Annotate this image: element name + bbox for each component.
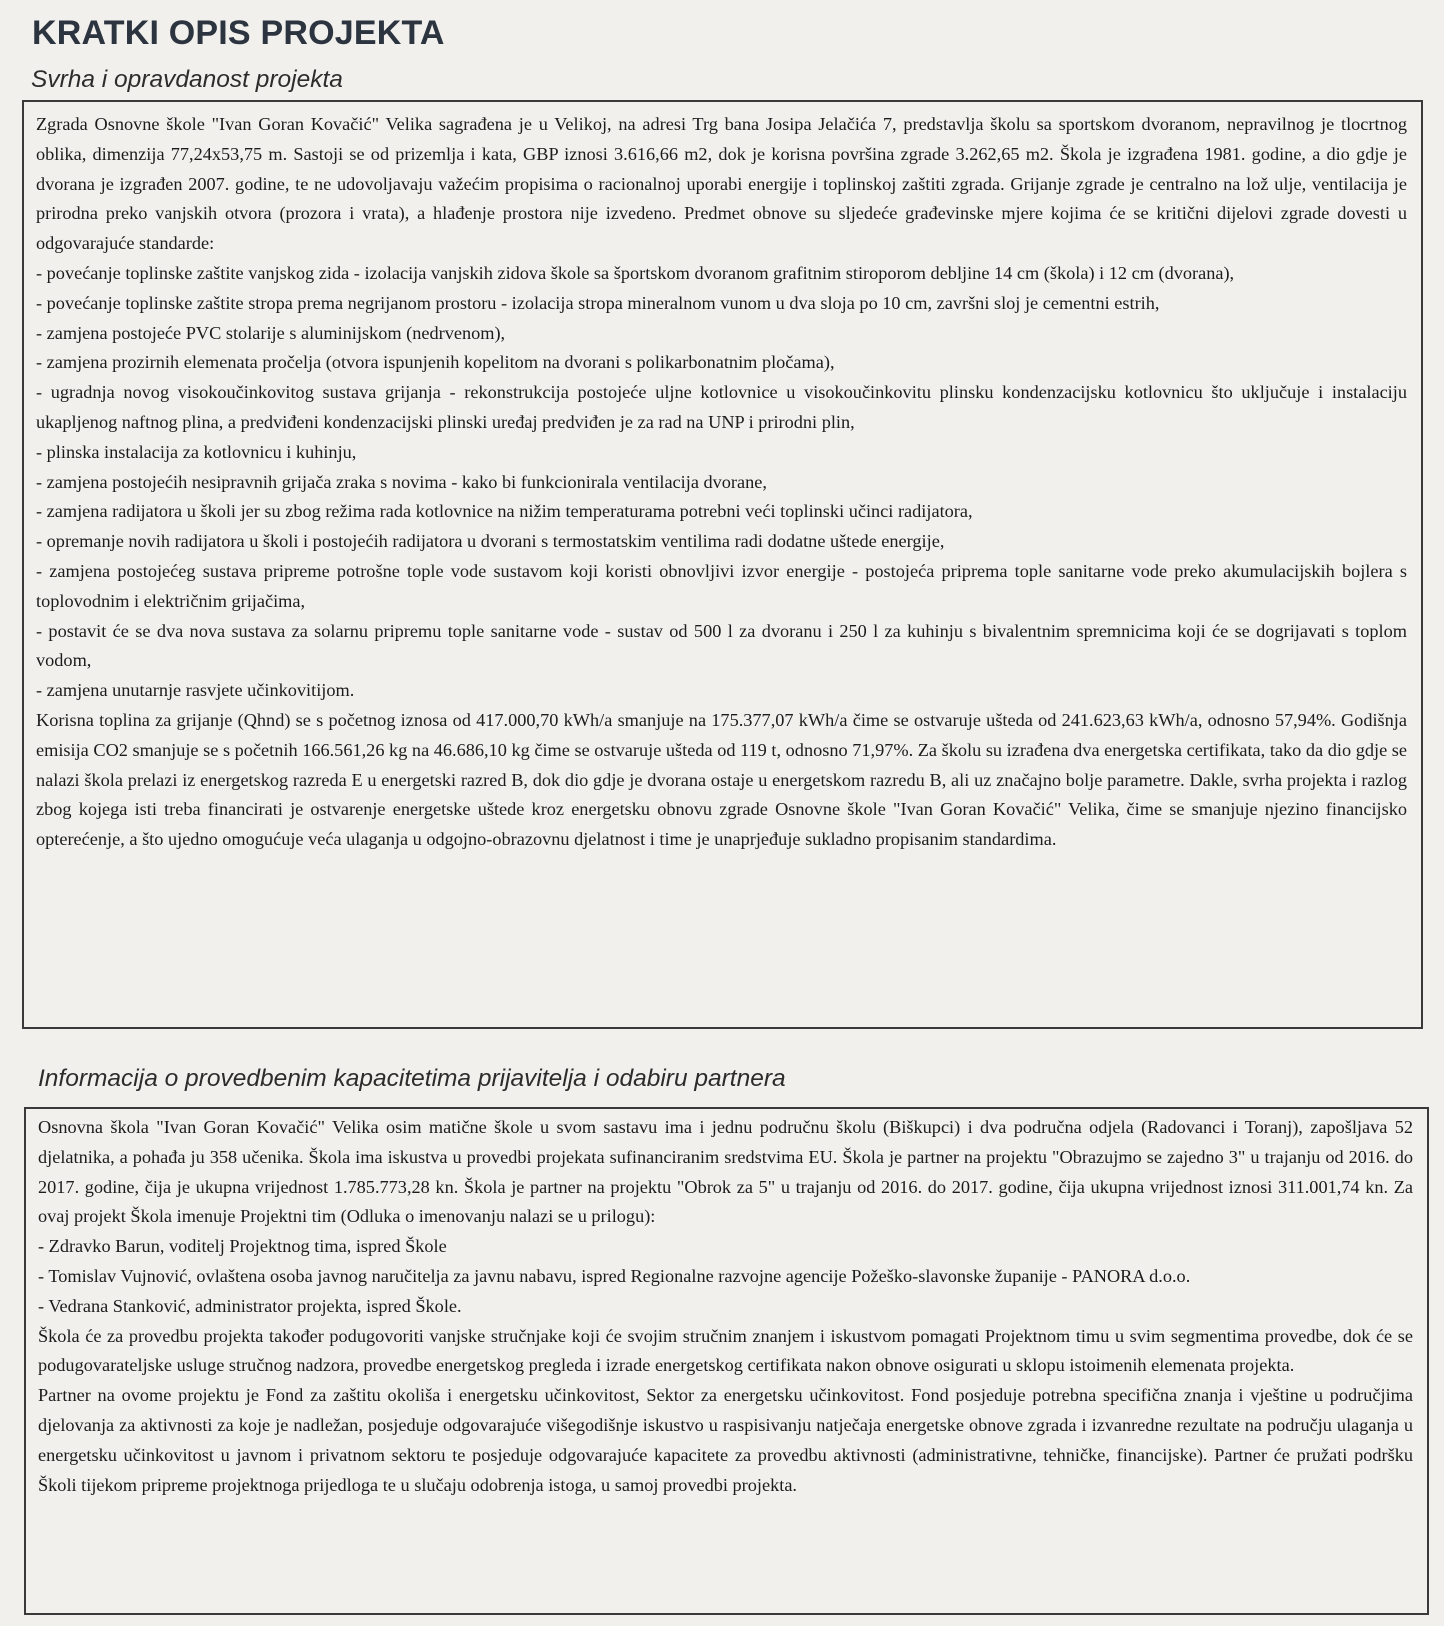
- section-title-capacities: Informacija o provedbenim kapacitetima prijavitelja i odabiru partnera: [38, 1065, 786, 1092]
- measure-item: - ugradnja novog visokoučinkovitog sustava grijanja - rekonstrukcija postojeće uljne kotlovnice u visokoučinkovitu plinsku kondenzacijsku kotlovnicu što uključuje i instalaciju ukapljenog naftnog plina, a predviđeni kondenzacijski plinski uređaj predviđen je za rad na UNP i prirodni plin,: [36, 382, 1407, 432]
- measure-item: - postavit će se dva nova sustava za solarnu pripremu tople sanitarne vode - sustav od 500 l za dvoranu i 250 l za kuhinju s bivalentnim spremnicima koji će se dogrijavati s toplom vodom,: [36, 620, 1407, 671]
- purpose-text-box: [22, 100, 1423, 1029]
- measure-item: - opremanje novih radijatora u školi i postojećih radijatora u dvorani s termostatskim ventilima radi dodatne uštede energije,: [36, 531, 945, 552]
- measure-item: - zamjena prozirnih elemenata pročelja (otvora ispunjenih kopelitom na dvorani s polikarbonatnim pločama),: [36, 352, 835, 373]
- capacities-intro-paragraph: Osnovna škola "Ivan Goran Kovačić" Velika osim matične škole u svom sastavu ima i jednu područnu školu (Biškupci) i dva područna odjela (Radovanci i Toranj), zapošljava 52 djelatnika, a pohađa ju 358 učenika. Škola ima iskustva u provedbi projekata sufinanciranim sredstvima EU. Škola je partner na projektu "Obrazujmo se zajedno 3" u trajanju od 2016. do 2017. godine, čija je ukupna vrijednost 1.785.773,28 kn. Škola je partner na projektu "Obrok za 5" u trajanju od 2016. do 2017. godine, čija ukupna vrijednost iznosi 311.001,74 kn. Za ovaj projekt Škola imenuje Projektni tim (Odluka o imenovanju nalazi se u prilogu):: [38, 1117, 1413, 1227]
- measure-item: - plinska instalacija za kotlovnicu i kuhinju,: [36, 441, 357, 462]
- team-member-item: - Zdravko Barun, voditelj Projektnog tima, ispred Škole: [38, 1236, 447, 1257]
- measure-item: - povećanje toplinske zaštite stropa prema negrijanom prostoru - izolacija stropa mineralnom vunom u dva sloja po 10 cm, završni sloj je cementni estrih,: [36, 292, 1160, 313]
- measure-item: - zamjena postojećih nesipravnih grijača zraka s novima - kako bi funkcionirala ventilacija dvorane,: [36, 471, 767, 492]
- section-title-purpose: Svrha i opravdanost projekta: [31, 66, 343, 93]
- measure-item: - povećanje toplinske zaštite vanjskog zida - izolacija vanjskih zidova škole sa športskom dvoranom grafitnim stiroporom debljine 14 cm (škola) i 12 cm (dvorana),: [36, 262, 1235, 283]
- capacities-text-box: [24, 1107, 1429, 1615]
- purpose-summary-paragraph: Korisna toplina za grijanje (Qhnd) se s početnog iznosa od 417.000,70 kWh/a smanjuje na 175.377,07 kWh/a čime se ostvaruje ušteda od 241.623,63 kWh/a, odnosno 57,94%. Godišnja emisija CO2 smanjuje se s početnih 166.561,26 kg na 46.686,10 kg čime se ostvaruje ušteda od 119 t, odnosno 71,97%. Za školu su izrađena dva energetska certifikata, tako da dio gdje se nalazi škola prelazi iz energetskog razreda E u energetski razred B, dok dio gdje je dvorana ostaje u energetskom razredu B, ali uz značajno bolje parametre. Dakle, svrha projekta i razlog zbog kojega isti treba financirati je ostvarenje energetske uštede kroz energetsku obnovu zgrade Osnovne škole "Ivan Goran Kovačić" Velika, čime se smanjuje njezino financijsko opterećenje, a što ujedno omogućuje veća ulaganja u odgojno-obrazovnu djelatnost i time je unaprjeđuje sukladno propisanim standardima.: [36, 709, 1407, 850]
- measure-item: - zamjena radijatora u školi jer su zbog režima rada kotlovnice na nižim temperaturama potrebni veći toplinski učinci radijatora,: [36, 501, 973, 522]
- team-member-item: - Tomislav Vujnović, ovlaštena osoba javnog naručitelja za javnu nabavu, ispred Regionalne razvojne agencije Požeško-slavonske županije - PANORA d.o.o.: [38, 1265, 1191, 1286]
- purpose-intro-paragraph: Zgrada Osnovne škole "Ivan Goran Kovačić" Velika sagrađena je u Velikoj, na adresi Trg bana Josipa Jelačića 7, predstavlja školu sa sportskom dvoranom, nepravilnog je tlocrtnog oblika, dimenzija 77,24x53,75 m. Sastoji se od prizemlja i kata, GBP iznosi 3.616,66 m2, dok je korisna površina zgrade 3.262,65 m2. Škola je izgrađena 1981. godine, a dio gdje je dvorana je izgrađen 2007. godine, te ne udovoljavaju važećim propisima o racionalnoj uporabi energije i toplinskoj zaštiti zgrada. Grijanje zgrade je centralno na lož ulje, ventilacija je prirodna preko vanjskih otvora (prozora i vrata), a hlađenje prostora nije izvedeno. Predmet obnove su sljedeće građevinske mjere kojima će se kritični dijelovi zgrade dovesti u odgovarajuće standarde:: [36, 114, 1407, 254]
- measure-item: - zamjena postojećeg sustava pripreme potrošne tople vode sustavom koji koristi obnovljivi izvor energije - postojeća priprema tople sanitarne vode preko akumulacijskih bojlera s toplovodnim i električnim grijačima,: [36, 560, 1407, 611]
- page-title: KRATKI OPIS PROJEKTA: [32, 14, 445, 52]
- measure-item: - zamjena unutarnje rasvjete učinkovitijom.: [36, 680, 355, 701]
- team-member-item: - Vedrana Stanković, administrator projekta, ispred Škole.: [38, 1295, 462, 1316]
- measure-item: - zamjena postojeće PVC stolarije s aluminijskom (nedrvenom),: [36, 322, 506, 343]
- subcontracting-paragraph: Škola će za provedbu projekta također podugovoriti vanjske stručnjake koji će svojim stručnim znanjem i iskustvom pomagati Projektnom timu u svim segmentima provedbe, dok će se podugovarateljske usluge stručnog nadzora, provedbe energetskog pregleda i izrade energetskog certifikata nakon obnove osigurati u sklopu istoimenih elemenata projekta.: [38, 1325, 1413, 1376]
- partner-paragraph: Partner na ovome projektu je Fond za zaštitu okoliša i energetsku učinkovitost, Sektor za energetsku učinkovitost. Fond posjeduje potrebna specifična znanja i vještine u područjima djelovanja za aktivnosti za koje je nadležan, posjeduje odgovarajuće višegodišnje iskustvo u raspisivanju natječaja energetske obnove zgrada i izvanredne rezultate na području ulaganja u energetsku učinkovitost u javnom i privatnom sektoru te posjeduje odgovarajuće kapacitete za provedbu aktivnosti (administrativne, tehničke, financijske). Partner će pružati podršku Školi tijekom pripreme projektnoga prijedloga te u slučaju odobrenja istoga, u samoj provedbi projekta.: [38, 1385, 1413, 1495]
